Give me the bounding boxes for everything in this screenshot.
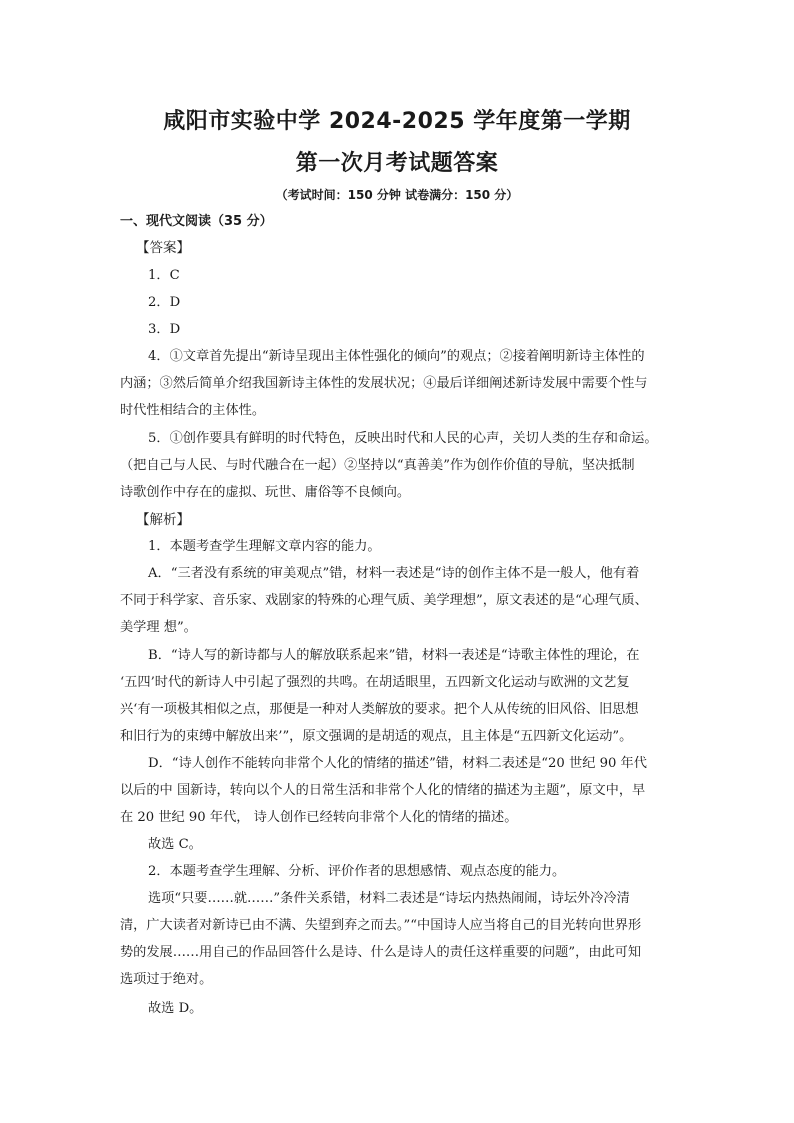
analysis-q2-line: 选项“只要……就……”条件关系错，材料二表述是“诗坛内热热闹闹，诗坛外冷冷清	[148, 891, 630, 906]
analysis-q1-option-b: ‘五四’时代的新诗人中引起了强烈的共鸣。在胡适眼里，五四新文化运动与欧洲的文艺复	[120, 675, 630, 690]
analysis-q1-option-a: A．“三者没有系统的审美观点”错，材料一表述是“诗的创作主体不是一般人，他有着	[148, 566, 640, 581]
analysis-q1-option-b: B．“诗人写的新诗都与人的解放联系起来”错，材料一表述是“诗歌主体性的理论，在	[148, 648, 640, 663]
answer-4-line: 4．①文章首先提出“新诗呈现出主体性强化的倾向”的观点；②接着阐明新诗主体性的	[148, 349, 645, 364]
section-heading: 一、现代文阅读（35 分）	[120, 214, 273, 229]
analysis-label: 【解析】	[136, 512, 190, 528]
answer-5-line: 诗歌创作中存在的虚拟、玩世、庸俗等不良倾向。	[120, 485, 411, 500]
analysis-q2-line: 选项过于绝对。	[120, 972, 213, 987]
analysis-q1-option-d: 在 20 世纪 90 年代， 诗人创作已经转向非常个人化的情绪的描述。	[120, 810, 518, 825]
answer-2: 2．D	[148, 295, 181, 310]
analysis-q1-option-d: 以后的中 国新诗，转向以个人的日常生活和非常个人化的情绪的描述为主题”，原文中，早	[120, 783, 646, 798]
analysis-q1-choice: 故选 C。	[148, 837, 202, 852]
analysis-q2-line: 清，广大读者对新诗已由不满、失望到弃之而去。”“中国诗人应当将自己的目光转向世界形	[120, 918, 642, 933]
analysis-q1-option-b: 兴‘有一项极其相似之点，那便是一种对人类解放的要求。把个人从传统的旧风俗、旧思想	[120, 702, 639, 717]
answer-5-line: （把自己与人民、与时代融合在一起）②坚持以“真善美”作为创作价值的导航，坚决抵制	[120, 458, 635, 473]
answer-4-line: 内涵；③然后简单介绍我国新诗主体性的发展状况；④最后详细阐述新诗发展中需要个性与	[120, 376, 648, 391]
analysis-q1-option-a: 不同于科学家、音乐家、戏剧家的特殊的心理气质、美学理想”，原文表述的是“心理气质、	[120, 593, 648, 608]
analysis-q1-intro: 1．本题考查学生理解文章内容的能力。	[148, 539, 381, 554]
document-subtitle: 第一次月考试题答案	[295, 151, 499, 176]
analysis-q1-option-a: 美学理 想”。	[120, 620, 197, 635]
analysis-q2-intro: 2．本题考查学生理解、分析、评价作者的思想感情、观点态度的能力。	[148, 864, 566, 879]
answer-5-line: 5．①创作要具有鲜明的时代特色，反映出时代和人民的心声，关切人类的生存和命运。	[148, 431, 658, 446]
answer-4-line: 时代性相结合的主体性。	[120, 403, 266, 418]
document-title: 咸阳市实验中学 2024-2025 学年度第一学期	[163, 109, 631, 134]
analysis-q2-choice: 故选 D。	[148, 1001, 203, 1016]
analysis-q2-line: 势的发展……用自己的作品回答什么是诗、什么是诗人的责任这样重要的问题”，由此可知	[120, 945, 642, 960]
exam-info: （考试时间：150 分钟 试卷满分：150 分）	[275, 188, 519, 202]
analysis-q1-option-b: 和旧行为的束缚中解放出来’”，原文强调的是胡适的观点，且主体是“五四新文化运动”。	[120, 729, 633, 744]
answer-label: 【答案】	[136, 240, 190, 256]
answer-1: 1．C	[148, 268, 180, 283]
answer-3: 3．D	[148, 322, 181, 337]
analysis-q1-option-d: D．“诗人创作不能转向非常个人化的情绪的描述”错，材料二表述是“20 世纪 90 年代	[148, 756, 647, 771]
